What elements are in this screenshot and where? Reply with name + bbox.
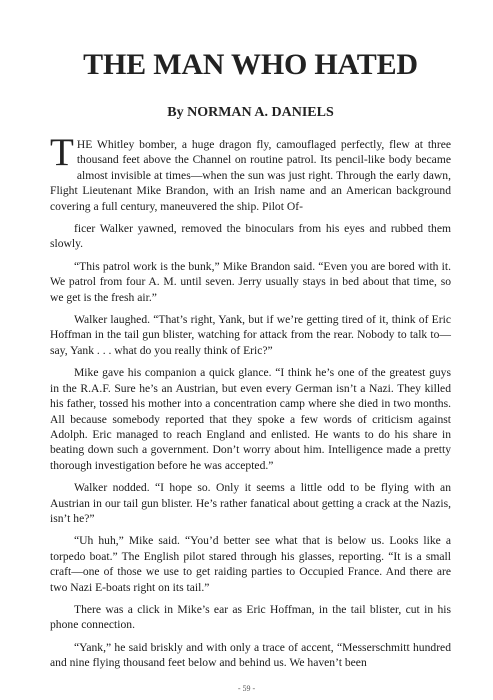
drop-cap: T	[50, 131, 74, 174]
paragraph: Mike gave his companion a quick glance. “I think he’s one of the greatest guys in the R.A.F. Sure he’s an Austrian, but even every German isn’t a Nazi. They killed his father, tossed his mother into a concentration camp where she died in two months. All because somebody reported that they spoke a few words of criticism against Adolph. Eric managed to reach England and enlisted. He wants to do his share in beating down such a government. Don’t worry about him. Intelligence made a pretty thorough investigation before he was accepted.”	[50, 366, 451, 472]
first-paragraph	[50, 131, 451, 214]
paragraph: There was a click in Mike’s ear as Eric Hoffman, in the tail blister, cut in his phone connection.	[50, 602, 451, 632]
story-body	[50, 131, 451, 671]
paragraph: Walker laughed. “That’s right, Yank, but if we’re getting tired of it, think of Eric Hoffman in the tail gun blister, watching for attack from the rear. Nobody to talk to—say, Yank . . . what do you really think of Eric?”	[50, 313, 451, 357]
story-title: THE MAN WHO HATED	[83, 48, 418, 81]
paragraph: “Yank,” he said briskly and with only a trace of accent, “Messerschmitt hundred and nine flying thousand feet below and behind us. We haven’t been	[50, 640, 451, 670]
byline: By NORMAN A. DANIELS	[167, 105, 334, 120]
paragraph: “Uh huh,” Mike said. “You’d better see what that is below us. Looks like a torpedo boat.” The English pilot stared through his glasses, reporting. “It is a small craft—one of those we use to get raiding parties to Occupied France. And there are two Nazi E-boats right on its tail.”	[50, 534, 451, 594]
paragraph: “This patrol work is the bunk,” Mike Brandon said. “Even you are bored with it. We patrol from four A. M. until seven. Jerry usually stays in bed about that time, so we get is the fresh air.”	[50, 259, 451, 304]
first-paragraph-text: HE Whitley bomber, a huge dragon fly, camouflaged perfectly, flew at three thousand feet above the Channel on routine patrol. Its pencil-like body became almost invisible at times—when the sun was just right. Through the early dawn, Flight Lieutenant Mike Brandon, with an Irish name and an American background covering a full century, maneuvered the ship. Pilot Of-	[50, 138, 451, 213]
page-number: - 59 -	[237, 684, 256, 693]
paragraph: ficer Walker yawned, removed the binoculars from his eyes and rubbed them slowly.	[50, 222, 451, 251]
paragraph: Walker nodded. “I hope so. Only it seems a little odd to be flying with an Austrian in our tail gun blister. He’s rather fanatical about getting a crack at the Nazis, isn’t he?”	[50, 481, 451, 525]
